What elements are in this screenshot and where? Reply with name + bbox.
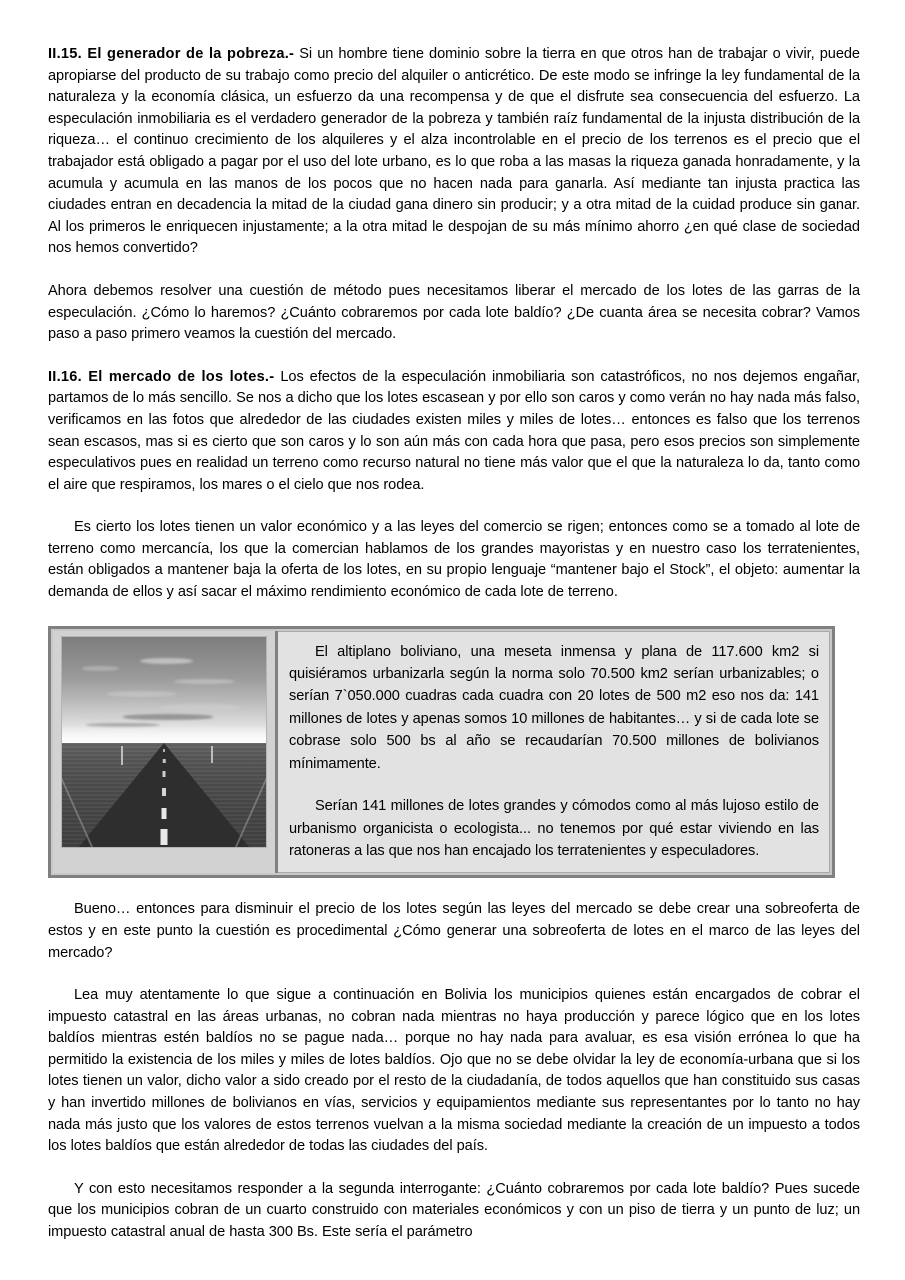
section-ii-16-paragraph bbox=[48, 367, 860, 497]
figure-caption-paragraph-2: Serían 141 millones de lotes grandes y cómodos como al más lujoso estilo de urbanismo organicista o ecologista... no tenemos por qué estar viviendo en las ratoneras a las que nos han encajado los terratenientes y especuladores. bbox=[289, 798, 819, 859]
photo-roadside-post bbox=[121, 746, 123, 765]
section-ii-15-paragraph bbox=[48, 44, 860, 260]
photo-roadside-post bbox=[211, 746, 213, 763]
paragraph-segunda-interrogante: Y con esto necesitamos responder a la segunda interrogante: ¿Cuánto cobraremos por cada lote baldío? Pues sucede que los municipios cobran de un cuarto construido con materiales económicos y con un piso de tierra y un punto de luz; un impuesto catastral anual de hasta 300 Bs. Este sería el parámetro bbox=[48, 1180, 860, 1241]
photo-lane-dash bbox=[161, 829, 168, 845]
figure-caption-paragraph-1: El altiplano boliviano, una meseta inmensa y plana de 117.600 km2 si quisiéramos urbanizarla según la norma solo 70.500 km2 serían urbanizables; o serían 7`050.000 cuadras cada cuadra con 20 lotes de 500 m2 eso nos da: 141 millones de lotes y apenas somos 10 millones de habitantes… y si de cada lote se cobrase solo 500 bs al año se recaudarían 70.500 millones de bolivianos mínimamente. bbox=[289, 643, 819, 772]
section-ii-16-text: Los efectos de la especulación inmobiliaria son catastróficos, no nos dejemos engañar, partamos de lo más sencillo. Se nos a dicho que los lotes escasean y por ello son caros y como verán no hay nada más falso, verificamos en las fotos que alrededor de las ciudades existen miles y miles de lotes… entonces es falso que los terrenos sean escasos, mas si es cierto que son caros y lo son aún más con cada hora que pasa, pero esos precios son simplemente especulativos pues en realidad un terreno como recurso natural no tiene más valor que el que la naturaleza lo da, tanto como el aire que respiramos, los mares o el cielo que nos rodea. bbox=[48, 368, 860, 493]
paragraph-valor-economico: Es cierto los lotes tienen un valor económico y a las leyes del comercio se rigen; entonces como se a tomado al lote de terreno como mercancía, los que la comercian hablamos de los grandes mayoristas y en nuestro caso los terratenientes, están obligados a mantener baja la oferta de los lotes, en su propio lenguaje “mantener bajo el Stock”, el objeto: aumentar la demanda de ellos y así sacar el máximo rendimiento económico de cada lote de terreno. bbox=[48, 519, 860, 601]
paragraph-municipios: Lea muy atentamente lo que sigue a continuación en Bolivia los municipios quienes están encargados de cobrar el impuesto catastral en las áreas urbanas, no cobran nada mientras no haya producción y parece lógico que en los lotes baldíos mientras estén baldíos no se pague nada… porque no hay nada para avaluar, es esa visión errónea lo que ha permitido la existencia de los miles y miles de lotes baldíos. Ojo que no se debe olvidar la ley de economía-urbana que si los lotes tienen un valor, dicho valor a sido creado por el resto de la ciudadanía, de todos aquellos que han constituido sus casas y han invertido millones de bolivianos en vías, servicios y equipamientos mediante sus representantes por lo tanto no hay nada más justo que los valores de estos terrenos vuelvan a la misma sociedad mediante la creación de un impuesto a todos los lotes baldíos que están alrededor de todas las ciudades del país. bbox=[48, 987, 860, 1155]
photo-lane-dash bbox=[163, 749, 165, 752]
photo-lane-dash bbox=[162, 808, 167, 819]
photo-lane-dash bbox=[162, 788, 166, 796]
figure-photo-cell bbox=[53, 631, 275, 874]
altiplano-road-photo bbox=[61, 636, 267, 848]
section-ii-15-heading: II.15. El generador de la pobreza.- bbox=[48, 46, 295, 62]
paragraph-metodo: Ahora debemos resolver una cuestión de método pues necesitamos liberar el mercado de los lotes de las garras de la especulación. ¿Cómo lo haremos? ¿Cuánto cobraremos por cada lote baldío? ¿De cuanta área se necesita cobrar? Vamos paso a paso primero veamos la cuestión del mercado. bbox=[48, 282, 860, 343]
paragraph-sobreoferta: Bueno… entonces para disminuir el precio de los lotes según las leyes del mercado se debe crear una sobreoferta de estos y en este punto la cuestión es procedimental ¿Cómo generar una sobreoferta de lotes en el marco de las leyes del mercado? bbox=[48, 901, 860, 961]
cloud-icon bbox=[123, 714, 213, 719]
cloud-icon bbox=[174, 679, 235, 684]
section-ii-16-heading: II.16. El mercado de los lotes.- bbox=[48, 368, 275, 385]
photo-lane-dash bbox=[163, 771, 166, 777]
cloud-icon bbox=[160, 704, 242, 711]
document-body bbox=[48, 44, 860, 1244]
photo-lane-dash bbox=[163, 759, 166, 763]
section-ii-15-text: Si un hombre tiene dominio sobre la tierra en que otros han de trabajar o vivir, puede apropiarse del producto de su trabajo como precio del alquiler o anticrético. De este modo se infringe la ley fundamental de la naturaleza y la economía clásica, un esfuerzo da una recompensa y de que el disfrute sea consecuencia del esfuerzo. La especulación inmobiliaria es el verdadero generador de la pobreza y también raíz fundamental de la injusta distribución de la riqueza… el continuo crecimiento de los alquileres y el alza incontrolable en el precio de los terrenos es el precio que el trabajador está obligado a pagar por el uso del lote urbano, es lo que roba a las masas la riqueza ganada honradamente, y la acumula y acumula en las manos de los pocos que no hacen nada para ganarla. Así mediante tan injusta practica las ciudades entran en decadencia la mitad de la ciudad gana dinero sin producir; y a otra mitad de la cuidad produce sin ganar. Al los primeros le enriquecen injustamente; a la otra mitad le despojan de su más mínimo ahorro ¿en qué clase de sociedad nos hemos convertido? bbox=[48, 46, 860, 257]
cloud-icon bbox=[82, 666, 119, 671]
figure-block bbox=[48, 626, 835, 879]
figure-caption-cell bbox=[278, 631, 830, 874]
